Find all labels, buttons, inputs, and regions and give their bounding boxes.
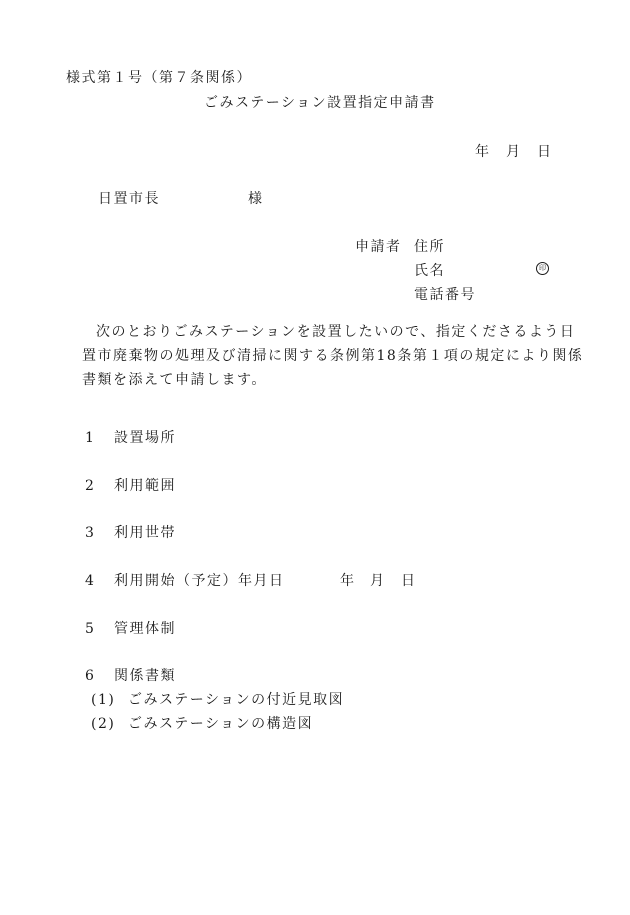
body-line: 書類を添えて申請します。	[82, 372, 267, 388]
start-date-day: 日	[401, 573, 417, 589]
item-label: 設置場所	[114, 430, 176, 446]
phone-label: 電話番号	[414, 287, 476, 303]
body-paragraph	[82, 320, 584, 392]
name-label: 氏名	[414, 263, 445, 279]
sub-item-number: (2)	[91, 716, 116, 732]
sub-item-label: ごみステーションの構造図	[128, 716, 314, 732]
item-number: 1	[85, 430, 96, 446]
date-year: 年	[475, 144, 491, 160]
start-date-year: 年	[340, 573, 356, 589]
item-number: 2	[85, 478, 96, 494]
sub-item-label: ごみステーションの付近見取図	[128, 692, 345, 708]
address-label: 住所	[414, 239, 445, 255]
document-title: ごみステーション設置指定申請書	[204, 95, 436, 111]
item-label: 利用範囲	[114, 478, 176, 494]
item-label: 利用世帯	[114, 525, 176, 541]
body-line: 次のとおりごみステーションを設置したいので、指定くださるよう日	[96, 324, 576, 340]
start-date-month: 月	[370, 573, 386, 589]
date-month: 月	[506, 144, 522, 160]
addressee-name: 日置市長	[98, 191, 160, 207]
sub-item-number: (1)	[91, 692, 116, 708]
item-label: 利用開始（予定）年月日	[114, 573, 285, 589]
body-line: 置市廃棄物の処理及び清掃に関する条例第18条第１項の規定により関係	[82, 348, 584, 364]
item-number: 5	[85, 621, 96, 637]
item-number: 6	[85, 668, 96, 684]
addressee-honorific: 様	[248, 191, 264, 207]
applicant-label: 申請者	[355, 239, 402, 255]
date-day: 日	[537, 144, 553, 160]
item-number: 4	[85, 573, 96, 589]
seal-mark: 印	[536, 262, 549, 275]
item-label: 関係書類	[114, 668, 176, 684]
form-number: 様式第１号（第７条関係）	[66, 70, 252, 86]
item-label: 管理体制	[114, 621, 176, 637]
item-number: 3	[85, 525, 96, 541]
